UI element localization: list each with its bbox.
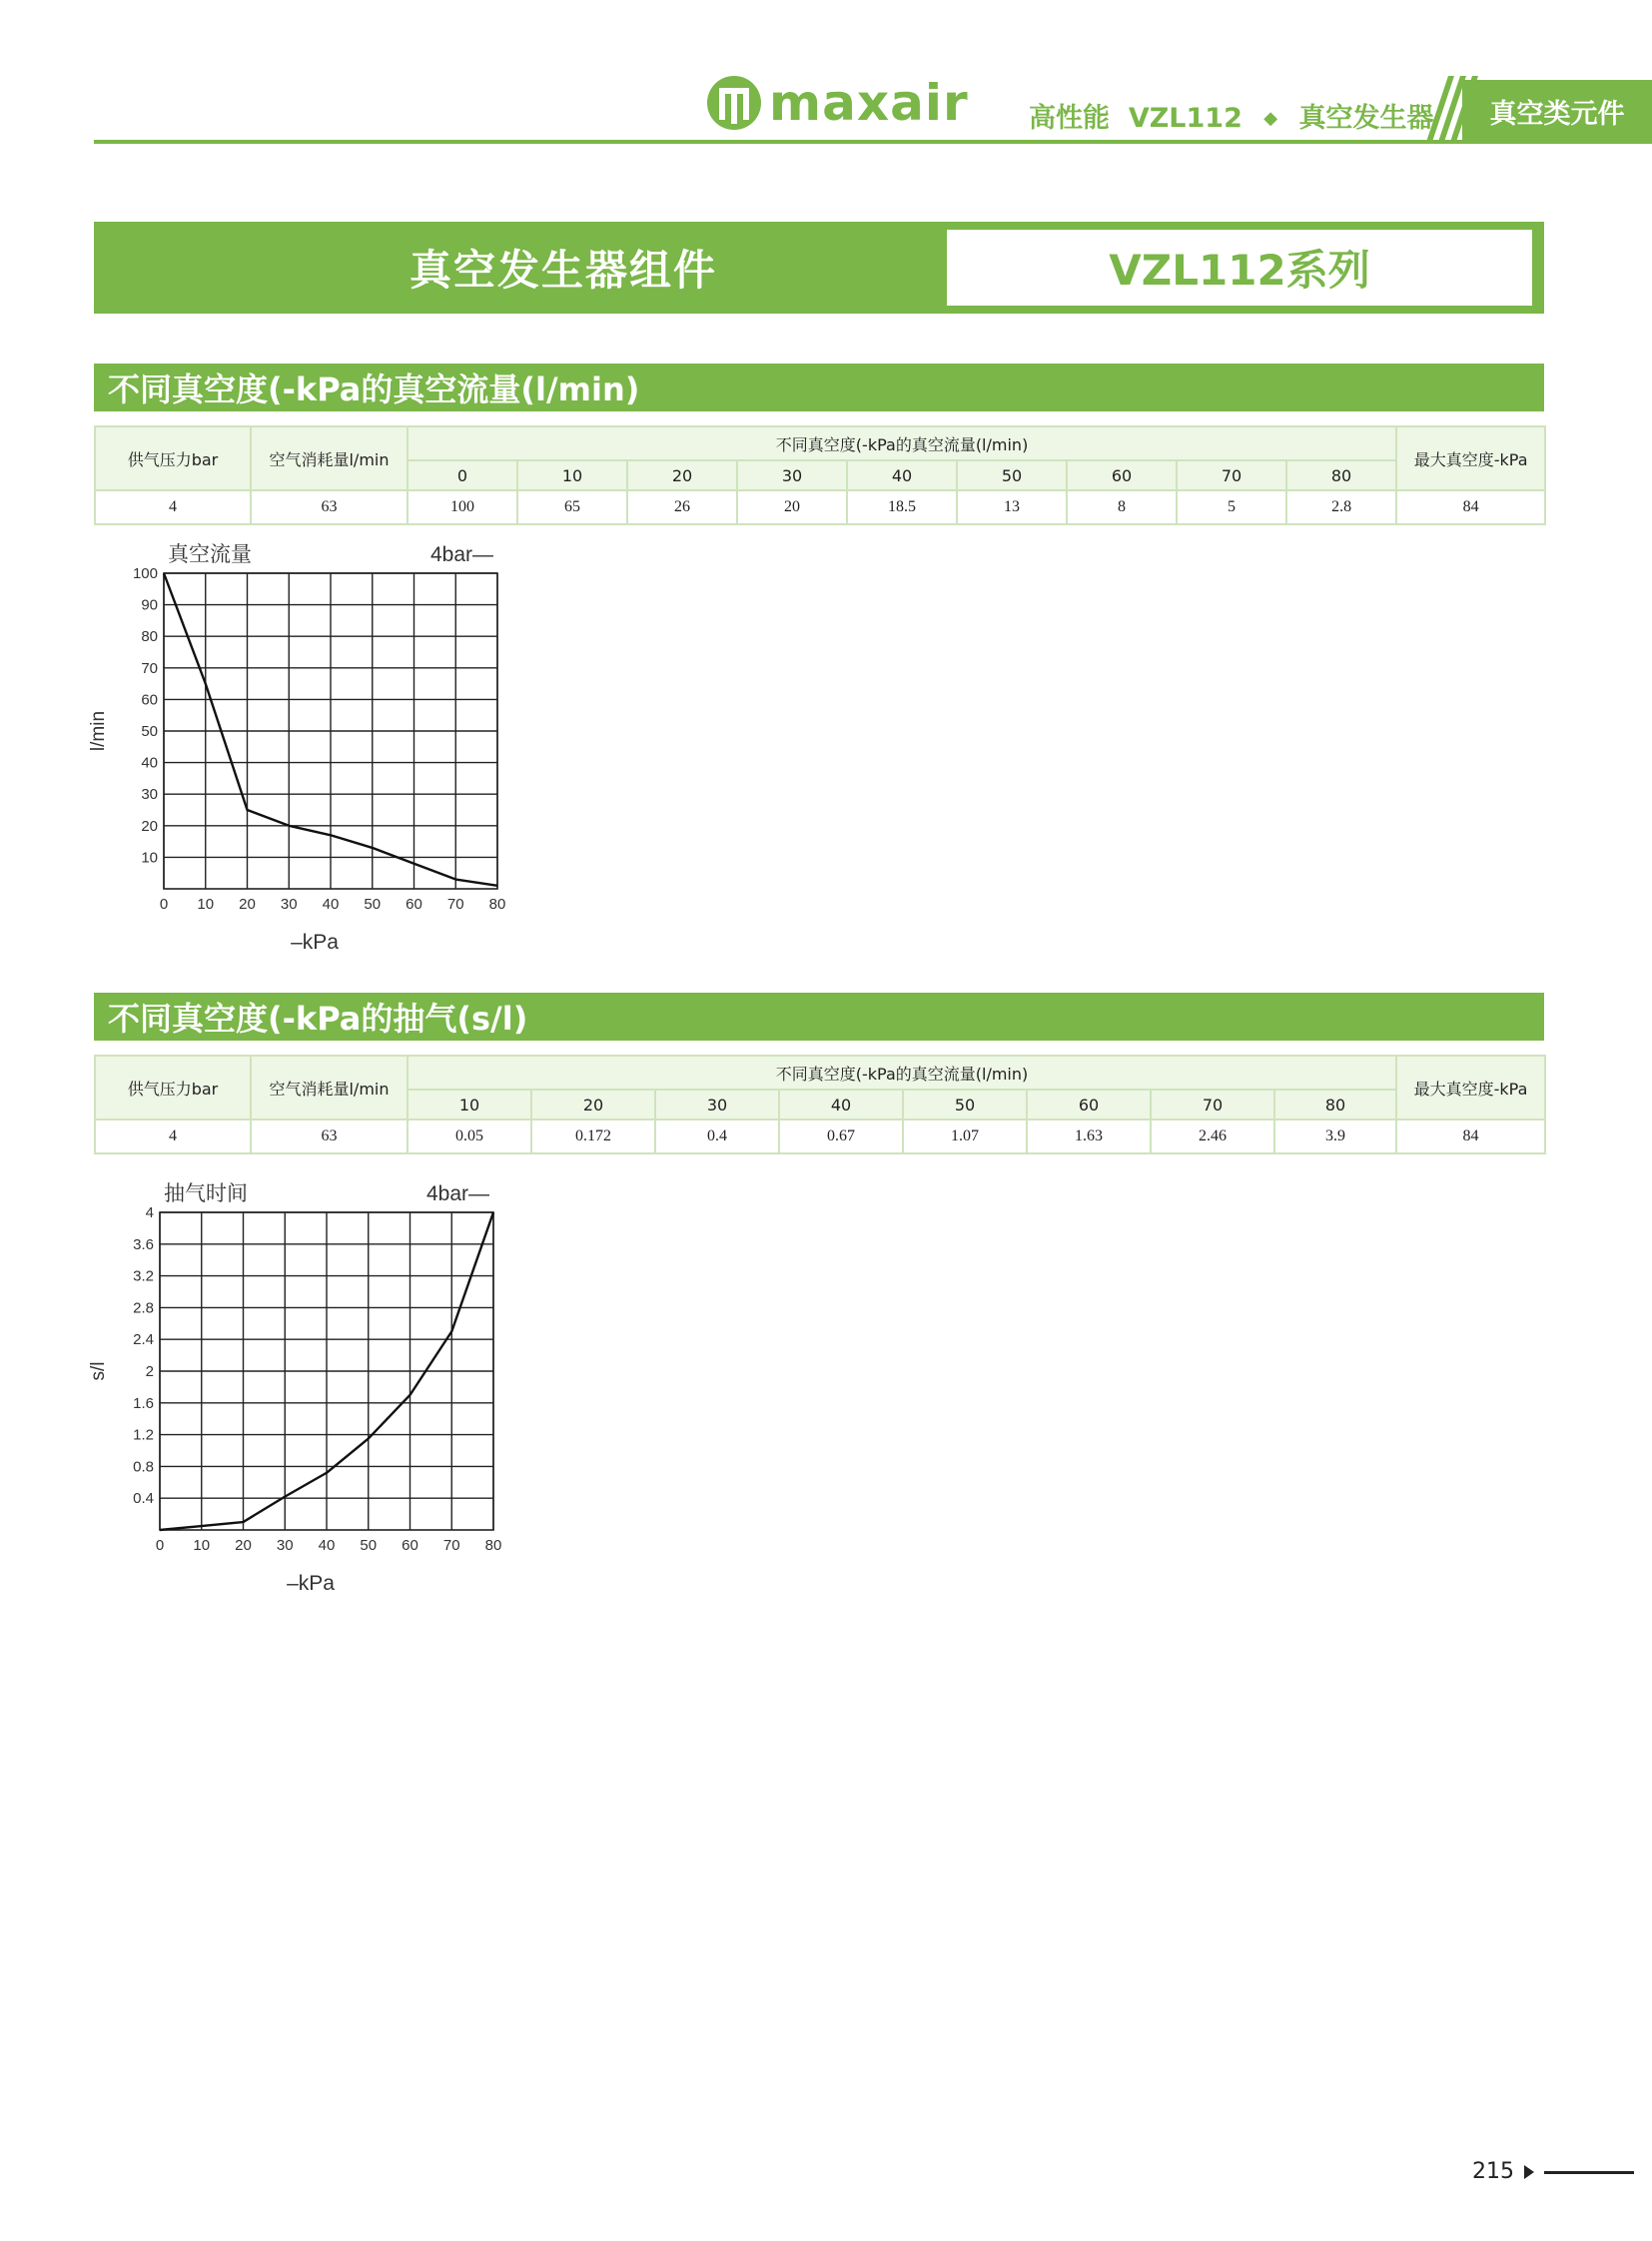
x-tick-label: 50 [364, 896, 382, 913]
value-cell: 5 [1177, 490, 1286, 524]
y-tick-label: 90 [141, 596, 158, 614]
y-tick-label: 50 [141, 723, 158, 740]
value-cell: 2.46 [1151, 1120, 1274, 1153]
x-axis-label: –kPa [291, 931, 339, 954]
sub-header-cell: 20 [531, 1090, 655, 1120]
x-tick-label: 80 [488, 896, 506, 913]
table-row [95, 1120, 1545, 1153]
col-supply-header: 供气压力bar [95, 1056, 251, 1120]
evac-chart [80, 1170, 539, 1610]
logo-text: maxair [769, 74, 969, 132]
value-cell: 0.05 [408, 1120, 531, 1153]
value-cell: 0.172 [531, 1120, 655, 1153]
page-rule [1544, 2171, 1634, 2174]
value-cell: 13 [957, 490, 1067, 524]
x-tick-label: 60 [406, 896, 422, 913]
x-tick-label: 0 [155, 1537, 165, 1554]
y-tick-label: 0.4 [133, 1490, 154, 1508]
chart-legend: 4bar— [429, 543, 493, 566]
banner-title: 真空发生器组件 [409, 246, 717, 295]
title-banner [94, 222, 1544, 314]
value-cell: 20 [737, 490, 847, 524]
value-cell: 8 [1067, 490, 1177, 524]
col-consumption-header: 空气消耗量l/min [251, 426, 408, 490]
page-arrow-icon [1524, 2165, 1534, 2179]
breadcrumb [1029, 96, 1434, 135]
col-max-header: 最大真空度-kPa [1396, 426, 1545, 490]
max-cell: 84 [1396, 490, 1545, 524]
value-cell: 0.67 [779, 1120, 903, 1153]
x-tick-label: 70 [446, 896, 464, 913]
header-rule [94, 140, 1652, 144]
flow-chart [80, 533, 539, 973]
x-tick-label: 20 [235, 1537, 252, 1554]
y-tick-label: 10 [141, 849, 158, 867]
x-tick-label: 10 [193, 1537, 211, 1554]
y-axis-label: s/l [88, 1361, 109, 1381]
value-cell: 26 [627, 490, 737, 524]
y-tick-label: 4 [145, 1204, 154, 1221]
col-consumption-header: 空气消耗量l/min [251, 1056, 408, 1120]
sub-header-cell: 60 [1027, 1090, 1151, 1120]
sub-header-cell: 50 [957, 460, 1067, 490]
breadcrumb-a: 高性能 [1029, 103, 1110, 134]
y-tick-label: 20 [141, 817, 158, 835]
breadcrumb-b: VZL112 [1128, 103, 1242, 134]
x-tick-label: 60 [402, 1537, 418, 1554]
y-axis-label: l/min [88, 710, 109, 752]
y-tick-label: 2 [145, 1363, 154, 1380]
value-cell: 100 [408, 490, 517, 524]
sub-header-cell: 0 [408, 460, 517, 490]
x-tick-label: 80 [484, 1537, 502, 1554]
supply-cell: 4 [95, 490, 251, 524]
section-heading-evac: 不同真空度(-kPa的抽气(s/l) [94, 993, 1544, 1041]
y-tick-label: 2.4 [133, 1331, 154, 1349]
sub-header-cell: 40 [779, 1090, 903, 1120]
value-cell: 3.9 [1274, 1120, 1396, 1153]
col-supply-header: 供气压力bar [95, 426, 251, 490]
sub-header-cell: 80 [1274, 1090, 1396, 1120]
col-group-header: 不同真空度(-kPa的真空流量(l/min) [408, 426, 1396, 460]
breadcrumb-c: 真空发生器 [1298, 103, 1434, 134]
x-tick-label: 40 [318, 1537, 336, 1554]
y-tick-label: 80 [141, 628, 158, 646]
value-cell: 2.8 [1286, 490, 1396, 524]
page-header [0, 0, 1652, 150]
maxair-logo [705, 74, 969, 132]
y-tick-label: 60 [141, 691, 158, 709]
logo-mark-icon [705, 74, 763, 132]
sub-header-cell: 10 [517, 460, 627, 490]
x-tick-label: 30 [276, 1537, 294, 1554]
value-cell: 1.63 [1027, 1120, 1151, 1153]
x-tick-label: 50 [360, 1537, 378, 1554]
page-number: 215 [1472, 2159, 1514, 2184]
sub-header-cell: 80 [1286, 460, 1396, 490]
sub-header-cell: 70 [1177, 460, 1286, 490]
chart-title: 抽气时间 [164, 1182, 248, 1205]
consumption-cell: 63 [251, 490, 408, 524]
y-tick-label: 3.2 [133, 1267, 154, 1285]
x-tick-label: 30 [280, 896, 298, 913]
category-tab: 真空类元件 [1462, 80, 1652, 142]
y-tick-label: 70 [141, 659, 158, 677]
y-tick-label: 2.8 [133, 1299, 154, 1317]
chart-title: 真空流量 [168, 543, 252, 566]
flow-table [94, 425, 1546, 525]
section-heading-flow: 不同真空度(-kPa的真空流量(l/min) [94, 364, 1544, 411]
evac-table [94, 1055, 1546, 1154]
supply-cell: 4 [95, 1120, 251, 1153]
y-tick-label: 100 [132, 565, 158, 582]
sub-header-cell: 50 [903, 1090, 1027, 1120]
value-cell: 18.5 [847, 490, 957, 524]
col-max-header: 最大真空度-kPa [1396, 1056, 1545, 1120]
value-cell: 1.07 [903, 1120, 1027, 1153]
sub-header-cell: 30 [655, 1090, 779, 1120]
x-tick-label: 20 [239, 896, 256, 913]
sub-header-cell: 40 [847, 460, 957, 490]
col-group-header: 不同真空度(-kPa的真空流量(l/min) [408, 1056, 1396, 1090]
x-axis-label: –kPa [287, 1572, 335, 1595]
y-tick-label: 30 [141, 786, 158, 804]
consumption-cell: 63 [251, 1120, 408, 1153]
x-tick-label: 70 [442, 1537, 460, 1554]
x-tick-label: 0 [159, 896, 169, 913]
sub-header-cell: 20 [627, 460, 737, 490]
x-tick-label: 10 [197, 896, 215, 913]
sub-header-cell: 60 [1067, 460, 1177, 490]
y-tick-label: 40 [141, 754, 158, 772]
sub-header-cell: 10 [408, 1090, 531, 1120]
table-row [95, 490, 1545, 524]
y-tick-label: 3.6 [133, 1235, 154, 1253]
y-tick-label: 1.6 [133, 1394, 154, 1412]
banner-series: VZL112系列 [947, 230, 1532, 306]
x-tick-label: 40 [322, 896, 340, 913]
value-cell: 65 [517, 490, 627, 524]
diamond-icon: ◆ [1263, 108, 1278, 129]
y-tick-label: 1.2 [133, 1426, 154, 1444]
sub-header-cell: 70 [1151, 1090, 1274, 1120]
chart-legend: 4bar— [425, 1182, 489, 1205]
value-cell: 0.4 [655, 1120, 779, 1153]
max-cell: 84 [1396, 1120, 1545, 1153]
y-tick-label: 0.8 [133, 1458, 154, 1476]
sub-header-cell: 30 [737, 460, 847, 490]
